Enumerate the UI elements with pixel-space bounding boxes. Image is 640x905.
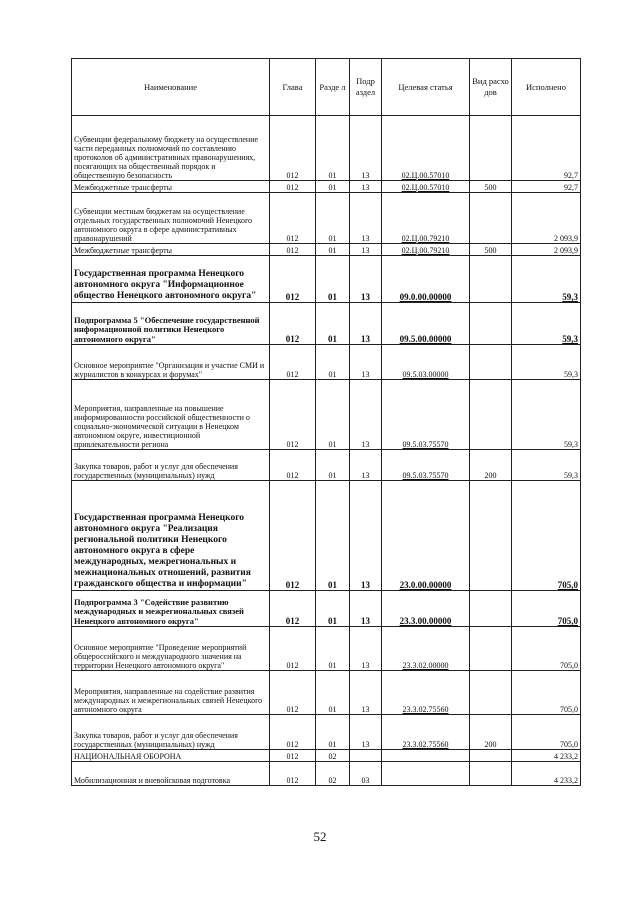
row-vid: 200 bbox=[470, 715, 512, 750]
row-glava: 012 bbox=[270, 450, 316, 481]
row-vid bbox=[470, 750, 512, 762]
header-razdel: Разде л bbox=[316, 59, 350, 116]
row-celevaya: 09.5.00.00000 bbox=[382, 303, 470, 345]
row-name: Мобилизационная и вневойсковая подготовка bbox=[72, 762, 270, 786]
row-celevaya: 23.3.02.00000 bbox=[382, 627, 470, 671]
row-razdel: 01 bbox=[316, 450, 350, 481]
table-body bbox=[72, 116, 581, 786]
table-row bbox=[72, 481, 581, 591]
header-celevaya: Целевая статья bbox=[382, 59, 470, 116]
table-row bbox=[72, 380, 581, 450]
row-podrazdel: 13 bbox=[350, 303, 382, 345]
row-glava: 012 bbox=[270, 256, 316, 303]
row-ispolneno: 92,7 bbox=[512, 116, 581, 181]
row-glava: 012 bbox=[270, 671, 316, 715]
row-celevaya: 02.Ц.00.57010 bbox=[382, 181, 470, 193]
row-vid bbox=[470, 671, 512, 715]
row-celevaya: 09.5.03.75570 bbox=[382, 380, 470, 450]
row-podrazdel: 13 bbox=[350, 627, 382, 671]
row-name: Закупка товаров, работ и услуг для обеспечения государственных (муниципальных) нужд bbox=[72, 450, 270, 481]
row-podrazdel: 13 bbox=[350, 256, 382, 303]
row-ispolneno: 705,0 bbox=[512, 481, 581, 591]
table-row bbox=[72, 181, 581, 193]
row-glava: 012 bbox=[270, 481, 316, 591]
row-razdel: 01 bbox=[316, 181, 350, 193]
table-header-row bbox=[72, 59, 581, 116]
row-ispolneno: 705,0 bbox=[512, 715, 581, 750]
row-name: Подпрограмма 5 "Обеспечение государственной информационной политики Ненецкого автономного округа" bbox=[72, 303, 270, 345]
table-row bbox=[72, 303, 581, 345]
row-vid bbox=[470, 345, 512, 380]
row-razdel: 01 bbox=[316, 380, 350, 450]
row-podrazdel: 13 bbox=[350, 450, 382, 481]
table-row bbox=[72, 345, 581, 380]
row-vid bbox=[470, 481, 512, 591]
row-celevaya: 23.3.00.00000 bbox=[382, 591, 470, 627]
table-row bbox=[72, 116, 581, 181]
row-celevaya: 02.Ц.00.57010 bbox=[382, 116, 470, 181]
row-podrazdel: 13 bbox=[350, 116, 382, 181]
row-podrazdel: 13 bbox=[350, 193, 382, 244]
table-row bbox=[72, 256, 581, 303]
row-celevaya: 09.5.03.75570 bbox=[382, 450, 470, 481]
row-razdel: 01 bbox=[316, 715, 350, 750]
row-glava: 012 bbox=[270, 591, 316, 627]
row-name: Субвенции федеральному бюджету на осуществление части переданных полномочий по составлению протоколов об административных правонарушениях, посягающих на общественный порядок и общественную безопасность bbox=[72, 116, 270, 181]
row-vid: 200 bbox=[470, 450, 512, 481]
row-glava: 012 bbox=[270, 762, 316, 786]
table-row bbox=[72, 244, 581, 256]
row-ispolneno: 2 093,9 bbox=[512, 244, 581, 256]
row-ispolneno: 59,3 bbox=[512, 450, 581, 481]
row-celevaya bbox=[382, 762, 470, 786]
row-razdel: 01 bbox=[316, 303, 350, 345]
row-razdel: 01 bbox=[316, 244, 350, 256]
row-celevaya: 23.3.02.75560 bbox=[382, 671, 470, 715]
row-ispolneno: 59,3 bbox=[512, 256, 581, 303]
row-razdel: 01 bbox=[316, 345, 350, 380]
row-glava: 012 bbox=[270, 193, 316, 244]
row-razdel: 01 bbox=[316, 256, 350, 303]
row-podrazdel: 13 bbox=[350, 671, 382, 715]
row-glava: 012 bbox=[270, 380, 316, 450]
row-ispolneno: 4 233,2 bbox=[512, 762, 581, 786]
row-celevaya bbox=[382, 750, 470, 762]
row-name: Государственная программа Ненецкого автономного округа "Информационное общество Ненецкого автономного округа" bbox=[72, 256, 270, 303]
table-row bbox=[72, 671, 581, 715]
page-number: 52 bbox=[313, 829, 327, 844]
row-podrazdel bbox=[350, 750, 382, 762]
row-vid: 500 bbox=[470, 244, 512, 256]
row-razdel: 01 bbox=[316, 116, 350, 181]
row-razdel: 01 bbox=[316, 671, 350, 715]
row-celevaya: 23.0.00.00000 bbox=[382, 481, 470, 591]
row-razdel: 02 bbox=[316, 750, 350, 762]
row-ispolneno: 705,0 bbox=[512, 627, 581, 671]
row-glava: 012 bbox=[270, 116, 316, 181]
row-razdel: 01 bbox=[316, 591, 350, 627]
row-ispolneno: 59,3 bbox=[512, 303, 581, 345]
row-vid bbox=[470, 256, 512, 303]
expenditure-table bbox=[71, 58, 581, 786]
row-name: Основное мероприятие "Проведение мероприятий общероссийского и международного значения на территории Ненецкого автономного округа" bbox=[72, 627, 270, 671]
table-row bbox=[72, 193, 581, 244]
row-vid bbox=[470, 762, 512, 786]
row-celevaya: 23.3.02.75560 bbox=[382, 715, 470, 750]
row-ispolneno: 59,3 bbox=[512, 380, 581, 450]
header-podrazdel: Подр аздел bbox=[350, 59, 382, 116]
table-row bbox=[72, 762, 581, 786]
row-celevaya: 02.Ц.00.79210 bbox=[382, 244, 470, 256]
row-podrazdel: 13 bbox=[350, 481, 382, 591]
row-vid bbox=[470, 627, 512, 671]
row-podrazdel: 13 bbox=[350, 380, 382, 450]
row-razdel: 01 bbox=[316, 481, 350, 591]
row-celevaya: 09.5.03.00000 bbox=[382, 345, 470, 380]
row-glava: 012 bbox=[270, 627, 316, 671]
row-ispolneno: 92,7 bbox=[512, 181, 581, 193]
table-row bbox=[72, 750, 581, 762]
row-podrazdel: 13 bbox=[350, 244, 382, 256]
row-glava: 012 bbox=[270, 303, 316, 345]
row-celevaya: 09.0.00.00000 bbox=[382, 256, 470, 303]
row-glava: 012 bbox=[270, 244, 316, 256]
row-vid bbox=[470, 303, 512, 345]
row-podrazdel: 13 bbox=[350, 591, 382, 627]
row-podrazdel: 13 bbox=[350, 715, 382, 750]
row-glava: 012 bbox=[270, 345, 316, 380]
table-row bbox=[72, 627, 581, 671]
row-name: Государственная программа Ненецкого автономного округа "Реализация региональной политики Ненецкого автономного округа в сфере международных, межрегиональных и межнациональных отношений, развития гражданского общества и информации" bbox=[72, 481, 270, 591]
row-name: Субвенции местным бюджетам на осуществление отдельных государственных полномочий Ненецкого автономного округа в сфере административных правонарушений bbox=[72, 193, 270, 244]
row-glava: 012 bbox=[270, 715, 316, 750]
row-glava: 012 bbox=[270, 181, 316, 193]
row-vid bbox=[470, 591, 512, 627]
row-name: Межбюджетные трансферты bbox=[72, 244, 270, 256]
row-vid bbox=[470, 116, 512, 181]
row-name: Мероприятия, направленные на содействие развития международных и межрегиональных связей Ненецкого автономного округа bbox=[72, 671, 270, 715]
row-name: НАЦИОНАЛЬНАЯ ОБОРОНА bbox=[72, 750, 270, 762]
row-podrazdel: 13 bbox=[350, 345, 382, 380]
header-vid: Вид расхо дов bbox=[470, 59, 512, 116]
row-name: Подпрограмма 3 "Содействие развитию международных и межрегиональных связей Ненецкого автономного округа" bbox=[72, 591, 270, 627]
row-glava: 012 bbox=[270, 750, 316, 762]
row-razdel: 01 bbox=[316, 627, 350, 671]
row-razdel: 01 bbox=[316, 193, 350, 244]
row-name: Мероприятия, направленные на повышение информированности российской общественности о социально-экономической ситуации в Ненецком автономном округе, инвестиционной привлекательности региона bbox=[72, 380, 270, 450]
header-name: Наименование bbox=[72, 59, 270, 116]
row-podrazdel: 13 bbox=[350, 181, 382, 193]
row-ispolneno: 705,0 bbox=[512, 591, 581, 627]
row-vid: 500 bbox=[470, 181, 512, 193]
row-ispolneno: 705,0 bbox=[512, 671, 581, 715]
table-row bbox=[72, 591, 581, 627]
row-ispolneno: 2 093,9 bbox=[512, 193, 581, 244]
row-name: Основное мероприятие "Организация и участие СМИ и журналистов в конкурсах и форумах" bbox=[72, 345, 270, 380]
row-ispolneno: 4 233,2 bbox=[512, 750, 581, 762]
table-row bbox=[72, 715, 581, 750]
row-vid bbox=[470, 380, 512, 450]
row-podrazdel: 03 bbox=[350, 762, 382, 786]
header-glava: Глава bbox=[270, 59, 316, 116]
table-row bbox=[72, 450, 581, 481]
row-vid bbox=[470, 193, 512, 244]
header-ispolneno: Исполнено bbox=[512, 59, 581, 116]
row-razdel: 02 bbox=[316, 762, 350, 786]
row-name: Закупка товаров, работ и услуг для обеспечения государственных (муниципальных) нужд bbox=[72, 715, 270, 750]
row-celevaya: 02.Ц.00.79210 bbox=[382, 193, 470, 244]
row-name: Межбюджетные трансферты bbox=[72, 181, 270, 193]
row-ispolneno: 59,3 bbox=[512, 345, 581, 380]
